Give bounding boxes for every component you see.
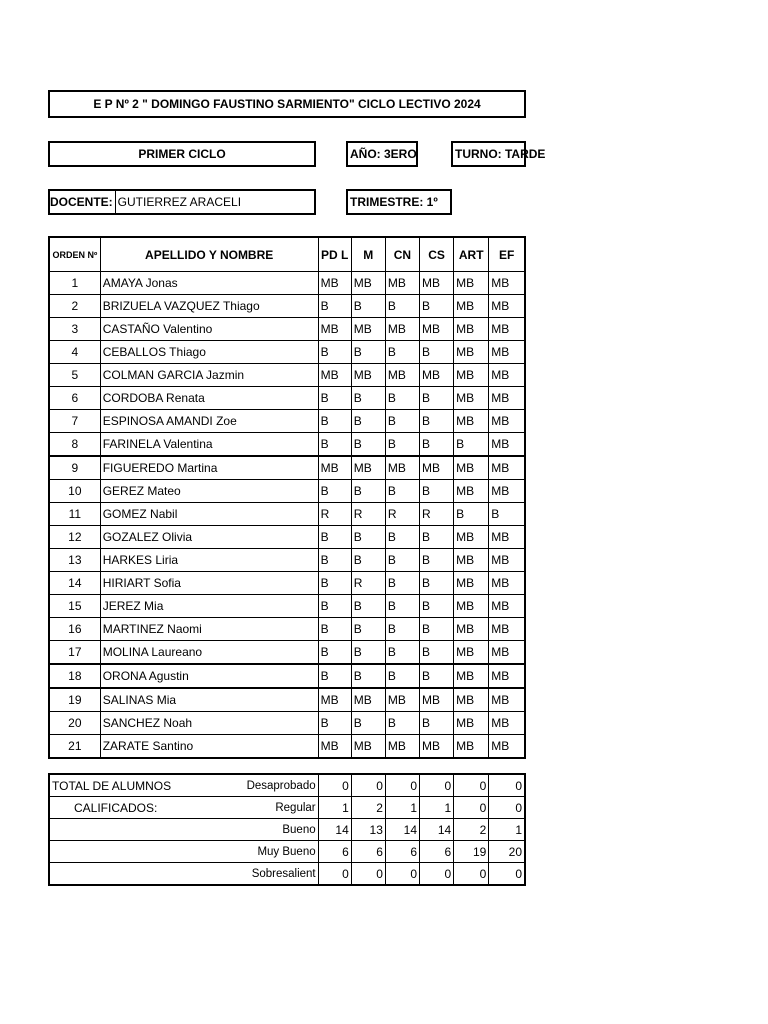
student-name-cell: HIRIART Sofia bbox=[100, 572, 318, 595]
grade-cell: B bbox=[351, 526, 385, 549]
totals-value-cell: 2 bbox=[351, 797, 385, 819]
table-row bbox=[49, 688, 525, 712]
totals-label bbox=[49, 841, 240, 863]
grade-cell: MB bbox=[489, 572, 525, 595]
grade-cell: B bbox=[318, 595, 351, 618]
column-header: M bbox=[351, 237, 385, 272]
grade-cell: R bbox=[351, 503, 385, 526]
order-number-cell: 7 bbox=[49, 410, 100, 433]
order-number-cell: 10 bbox=[49, 480, 100, 503]
grade-cell: MB bbox=[454, 364, 489, 387]
totals-table bbox=[48, 773, 526, 886]
order-number-cell: 21 bbox=[49, 735, 100, 759]
grade-cell: B bbox=[351, 295, 385, 318]
table-row bbox=[49, 272, 525, 295]
totals-value-cell: 0 bbox=[489, 797, 525, 819]
table-row bbox=[49, 618, 525, 641]
order-number-cell: 3 bbox=[49, 318, 100, 341]
totals-category: Sobresalient bbox=[240, 863, 318, 886]
grade-cell: MB bbox=[454, 480, 489, 503]
student-name-cell: BRIZUELA VAZQUEZ Thiago bbox=[100, 295, 318, 318]
student-name-cell: SANCHEZ Noah bbox=[100, 712, 318, 735]
grade-cell: R bbox=[420, 503, 454, 526]
order-number-cell: 12 bbox=[49, 526, 100, 549]
docente-label: DOCENTE: bbox=[50, 191, 116, 213]
table-row bbox=[49, 712, 525, 735]
totals-value-cell: 0 bbox=[454, 863, 489, 886]
totals-row bbox=[49, 774, 525, 797]
totals-value-cell: 14 bbox=[385, 819, 419, 841]
column-header: ORDEN Nº bbox=[49, 237, 100, 272]
order-number-cell: 9 bbox=[49, 456, 100, 480]
table-row bbox=[49, 364, 525, 387]
grade-cell: MB bbox=[454, 272, 489, 295]
grade-cell: MB bbox=[454, 549, 489, 572]
grade-cell: B bbox=[489, 503, 525, 526]
grade-cell: B bbox=[420, 526, 454, 549]
grade-cell: B bbox=[385, 410, 419, 433]
totals-value-cell: 1 bbox=[489, 819, 525, 841]
student-name-cell: ZARATE Santino bbox=[100, 735, 318, 759]
table-row bbox=[49, 526, 525, 549]
table-header-row bbox=[49, 237, 525, 272]
order-number-cell: 5 bbox=[49, 364, 100, 387]
grade-cell: MB bbox=[351, 364, 385, 387]
grade-cell: MB bbox=[420, 318, 454, 341]
table-row bbox=[49, 433, 525, 457]
grade-cell: B bbox=[385, 712, 419, 735]
student-name-cell: COLMAN GARCIA Jazmin bbox=[100, 364, 318, 387]
order-number-cell: 16 bbox=[49, 618, 100, 641]
grade-cell: B bbox=[420, 341, 454, 364]
totals-label: CALIFICADOS: bbox=[49, 797, 240, 819]
totals-row bbox=[49, 863, 525, 886]
student-name-cell: JEREZ Mia bbox=[100, 595, 318, 618]
grade-cell: MB bbox=[318, 272, 351, 295]
totals-value-cell: 0 bbox=[489, 774, 525, 797]
grade-cell: B bbox=[385, 641, 419, 665]
totals-value-cell: 13 bbox=[351, 819, 385, 841]
column-header: CS bbox=[420, 237, 454, 272]
grade-cell: MB bbox=[489, 688, 525, 712]
totals-value-cell: 0 bbox=[420, 863, 454, 886]
totals-value-cell: 6 bbox=[318, 841, 351, 863]
grade-cell: MB bbox=[318, 735, 351, 759]
grade-cell: MB bbox=[318, 364, 351, 387]
grade-cell: B bbox=[385, 341, 419, 364]
totals-row bbox=[49, 819, 525, 841]
table-row bbox=[49, 456, 525, 480]
column-header: PD L bbox=[318, 237, 351, 272]
grade-cell: MB bbox=[454, 526, 489, 549]
table-row bbox=[49, 503, 525, 526]
grade-cell: MB bbox=[489, 712, 525, 735]
grade-cell: MB bbox=[351, 735, 385, 759]
totals-value-cell: 6 bbox=[420, 841, 454, 863]
table-row bbox=[49, 318, 525, 341]
totals-category: Desaprobado bbox=[240, 774, 318, 797]
grade-cell: B bbox=[385, 618, 419, 641]
grade-cell: B bbox=[420, 595, 454, 618]
student-name-cell: AMAYA Jonas bbox=[100, 272, 318, 295]
column-header: ART bbox=[454, 237, 489, 272]
grade-cell: MB bbox=[420, 364, 454, 387]
grade-cell: MB bbox=[454, 295, 489, 318]
totals-category: Regular bbox=[240, 797, 318, 819]
student-name-cell: MARTINEZ Naomi bbox=[100, 618, 318, 641]
grade-cell: R bbox=[385, 503, 419, 526]
grade-cell: B bbox=[318, 712, 351, 735]
grades-table bbox=[48, 236, 526, 759]
grade-cell: MB bbox=[489, 664, 525, 688]
column-header: EF bbox=[489, 237, 525, 272]
grade-cell: MB bbox=[385, 364, 419, 387]
grade-cell: B bbox=[351, 480, 385, 503]
grade-cell: MB bbox=[454, 735, 489, 759]
grade-cell: B bbox=[420, 641, 454, 665]
grade-cell: B bbox=[318, 480, 351, 503]
grade-cell: MB bbox=[454, 688, 489, 712]
grade-cell: MB bbox=[351, 688, 385, 712]
grade-cell: B bbox=[318, 549, 351, 572]
grade-cell: MB bbox=[454, 618, 489, 641]
grade-cell: B bbox=[420, 295, 454, 318]
grade-cell: MB bbox=[454, 572, 489, 595]
grade-cell: MB bbox=[454, 318, 489, 341]
grade-cell: MB bbox=[385, 735, 419, 759]
grade-cell: B bbox=[351, 433, 385, 457]
grade-cell: MB bbox=[489, 295, 525, 318]
totals-value-cell: 1 bbox=[420, 797, 454, 819]
student-name-cell: GOZALEZ Olivia bbox=[100, 526, 318, 549]
table-row bbox=[49, 735, 525, 759]
grade-cell: B bbox=[385, 387, 419, 410]
totals-value-cell: 1 bbox=[318, 797, 351, 819]
ciclo-field: PRIMER CICLO bbox=[48, 141, 316, 167]
totals-value-cell: 20 bbox=[489, 841, 525, 863]
grade-cell: MB bbox=[489, 456, 525, 480]
order-number-cell: 8 bbox=[49, 433, 100, 457]
grade-cell: MB bbox=[318, 318, 351, 341]
grade-cell: MB bbox=[489, 480, 525, 503]
grade-cell: B bbox=[385, 295, 419, 318]
grade-cell: B bbox=[420, 410, 454, 433]
grade-cell: B bbox=[351, 410, 385, 433]
grade-cell: MB bbox=[351, 456, 385, 480]
grade-cell: MB bbox=[318, 456, 351, 480]
grade-cell: MB bbox=[351, 272, 385, 295]
document-title: E P Nº 2 " DOMINGO FAUSTINO SARMIENTO" CICLO LECTIVO 2024 bbox=[48, 90, 526, 118]
totals-value-cell: 0 bbox=[351, 774, 385, 797]
grade-cell: MB bbox=[454, 341, 489, 364]
student-name-cell: MOLINA Laureano bbox=[100, 641, 318, 665]
totals-value-cell: 0 bbox=[351, 863, 385, 886]
grade-cell: B bbox=[351, 341, 385, 364]
grade-cell: B bbox=[420, 549, 454, 572]
grade-cell: B bbox=[420, 712, 454, 735]
grade-cell: MB bbox=[454, 595, 489, 618]
grade-cell: MB bbox=[454, 712, 489, 735]
grade-cell: B bbox=[351, 618, 385, 641]
grade-cell: B bbox=[318, 341, 351, 364]
grade-cell: MB bbox=[489, 341, 525, 364]
grade-cell: B bbox=[351, 664, 385, 688]
totals-value-cell: 0 bbox=[318, 774, 351, 797]
grade-cell: R bbox=[318, 503, 351, 526]
table-row bbox=[49, 572, 525, 595]
student-name-cell: FARINELA Valentina bbox=[100, 433, 318, 457]
trimestre-field: TRIMESTRE: 1º bbox=[346, 189, 452, 215]
grade-cell: MB bbox=[385, 688, 419, 712]
order-number-cell: 2 bbox=[49, 295, 100, 318]
grade-cell: MB bbox=[489, 410, 525, 433]
grade-cell: B bbox=[420, 618, 454, 641]
grade-cell: B bbox=[420, 387, 454, 410]
anio-field: AÑO: 3ERO bbox=[346, 141, 418, 167]
table-row bbox=[49, 387, 525, 410]
grade-cell: B bbox=[385, 595, 419, 618]
grade-cell: B bbox=[385, 664, 419, 688]
grade-cell: B bbox=[318, 295, 351, 318]
turno-field: TURNO: TARDE bbox=[451, 141, 526, 167]
grade-cell: B bbox=[318, 526, 351, 549]
grade-cell: MB bbox=[385, 272, 419, 295]
student-name-cell: CEBALLOS Thiago bbox=[100, 341, 318, 364]
totals-value-cell: 14 bbox=[318, 819, 351, 841]
grade-cell: MB bbox=[454, 664, 489, 688]
totals-value-cell: 0 bbox=[318, 863, 351, 886]
grade-cell: B bbox=[454, 433, 489, 457]
totals-value-cell: 6 bbox=[385, 841, 419, 863]
student-name-cell: CORDOBA Renata bbox=[100, 387, 318, 410]
grade-cell: MB bbox=[489, 618, 525, 641]
totals-value-cell: 14 bbox=[420, 819, 454, 841]
order-number-cell: 6 bbox=[49, 387, 100, 410]
totals-value-cell: 0 bbox=[385, 863, 419, 886]
grade-cell: MB bbox=[489, 735, 525, 759]
grade-cell: B bbox=[351, 712, 385, 735]
student-name-cell: CASTAÑO Valentino bbox=[100, 318, 318, 341]
table-row bbox=[49, 595, 525, 618]
order-number-cell: 19 bbox=[49, 688, 100, 712]
grade-cell: B bbox=[385, 480, 419, 503]
student-name-cell: ORONA Agustin bbox=[100, 664, 318, 688]
grade-cell: B bbox=[318, 410, 351, 433]
order-number-cell: 1 bbox=[49, 272, 100, 295]
column-header: APELLIDO Y NOMBRE bbox=[100, 237, 318, 272]
grade-cell: MB bbox=[318, 688, 351, 712]
grade-cell: B bbox=[318, 572, 351, 595]
totals-category: Bueno bbox=[240, 819, 318, 841]
table-row bbox=[49, 295, 525, 318]
grade-cell: MB bbox=[454, 641, 489, 665]
grade-cell: MB bbox=[489, 526, 525, 549]
grade-cell: MB bbox=[489, 595, 525, 618]
totals-value-cell: 19 bbox=[454, 841, 489, 863]
table-row bbox=[49, 641, 525, 665]
grade-cell: MB bbox=[489, 387, 525, 410]
grade-cell: MB bbox=[489, 318, 525, 341]
grade-cell: MB bbox=[489, 272, 525, 295]
grade-cell: B bbox=[318, 664, 351, 688]
grade-cell: B bbox=[420, 664, 454, 688]
docente-value: GUTIERREZ ARACELI bbox=[117, 195, 242, 209]
table-row bbox=[49, 664, 525, 688]
grade-cell: B bbox=[385, 433, 419, 457]
student-name-cell: GOMEZ Nabil bbox=[100, 503, 318, 526]
grade-cell: B bbox=[318, 641, 351, 665]
totals-value-cell: 0 bbox=[385, 774, 419, 797]
grade-cell: B bbox=[318, 433, 351, 457]
totals-value-cell: 2 bbox=[454, 819, 489, 841]
totals-row bbox=[49, 841, 525, 863]
grade-cell: MB bbox=[420, 272, 454, 295]
table-row bbox=[49, 410, 525, 433]
grade-cell: B bbox=[351, 387, 385, 410]
column-header: CN bbox=[385, 237, 419, 272]
totals-value-cell: 0 bbox=[454, 774, 489, 797]
grade-cell: B bbox=[385, 526, 419, 549]
order-number-cell: 18 bbox=[49, 664, 100, 688]
grade-cell: MB bbox=[351, 318, 385, 341]
grade-cell: R bbox=[351, 572, 385, 595]
student-name-cell: SALINAS Mia bbox=[100, 688, 318, 712]
table-row bbox=[49, 341, 525, 364]
order-number-cell: 20 bbox=[49, 712, 100, 735]
grade-cell: B bbox=[318, 618, 351, 641]
totals-label bbox=[49, 863, 240, 886]
student-name-cell: GEREZ Mateo bbox=[100, 480, 318, 503]
totals-value-cell: 0 bbox=[454, 797, 489, 819]
totals-value-cell: 1 bbox=[385, 797, 419, 819]
grade-cell: B bbox=[420, 433, 454, 457]
order-number-cell: 4 bbox=[49, 341, 100, 364]
order-number-cell: 13 bbox=[49, 549, 100, 572]
grade-cell: B bbox=[351, 549, 385, 572]
table-row bbox=[49, 549, 525, 572]
grade-cell: MB bbox=[385, 456, 419, 480]
totals-category: Muy Bueno bbox=[240, 841, 318, 863]
grade-cell: MB bbox=[489, 433, 525, 457]
student-name-cell: ESPINOSA AMANDI Zoe bbox=[100, 410, 318, 433]
docente-field bbox=[48, 189, 316, 215]
grade-cell: B bbox=[318, 387, 351, 410]
order-number-cell: 11 bbox=[49, 503, 100, 526]
totals-value-cell: 6 bbox=[351, 841, 385, 863]
grade-cell: MB bbox=[489, 364, 525, 387]
grade-cell: B bbox=[385, 549, 419, 572]
totals-value-cell: 0 bbox=[489, 863, 525, 886]
totals-label bbox=[49, 819, 240, 841]
grade-cell: MB bbox=[385, 318, 419, 341]
grade-cell: MB bbox=[454, 387, 489, 410]
grade-cell: B bbox=[385, 572, 419, 595]
grade-cell: B bbox=[351, 595, 385, 618]
order-number-cell: 14 bbox=[49, 572, 100, 595]
grade-cell: B bbox=[420, 572, 454, 595]
grade-cell: MB bbox=[489, 641, 525, 665]
grade-cell: B bbox=[454, 503, 489, 526]
totals-row bbox=[49, 797, 525, 819]
grade-cell: MB bbox=[420, 735, 454, 759]
grade-cell: MB bbox=[454, 410, 489, 433]
grade-cell: B bbox=[420, 480, 454, 503]
student-name-cell: FIGUEREDO Martina bbox=[100, 456, 318, 480]
grade-cell: MB bbox=[420, 456, 454, 480]
table-row bbox=[49, 480, 525, 503]
grade-cell: B bbox=[351, 641, 385, 665]
grade-cell: MB bbox=[454, 456, 489, 480]
grade-cell: MB bbox=[420, 688, 454, 712]
grade-cell: MB bbox=[489, 549, 525, 572]
totals-label: TOTAL DE ALUMNOS bbox=[49, 774, 240, 797]
totals-value-cell: 0 bbox=[420, 774, 454, 797]
order-number-cell: 15 bbox=[49, 595, 100, 618]
order-number-cell: 17 bbox=[49, 641, 100, 665]
student-name-cell: HARKES Liria bbox=[100, 549, 318, 572]
